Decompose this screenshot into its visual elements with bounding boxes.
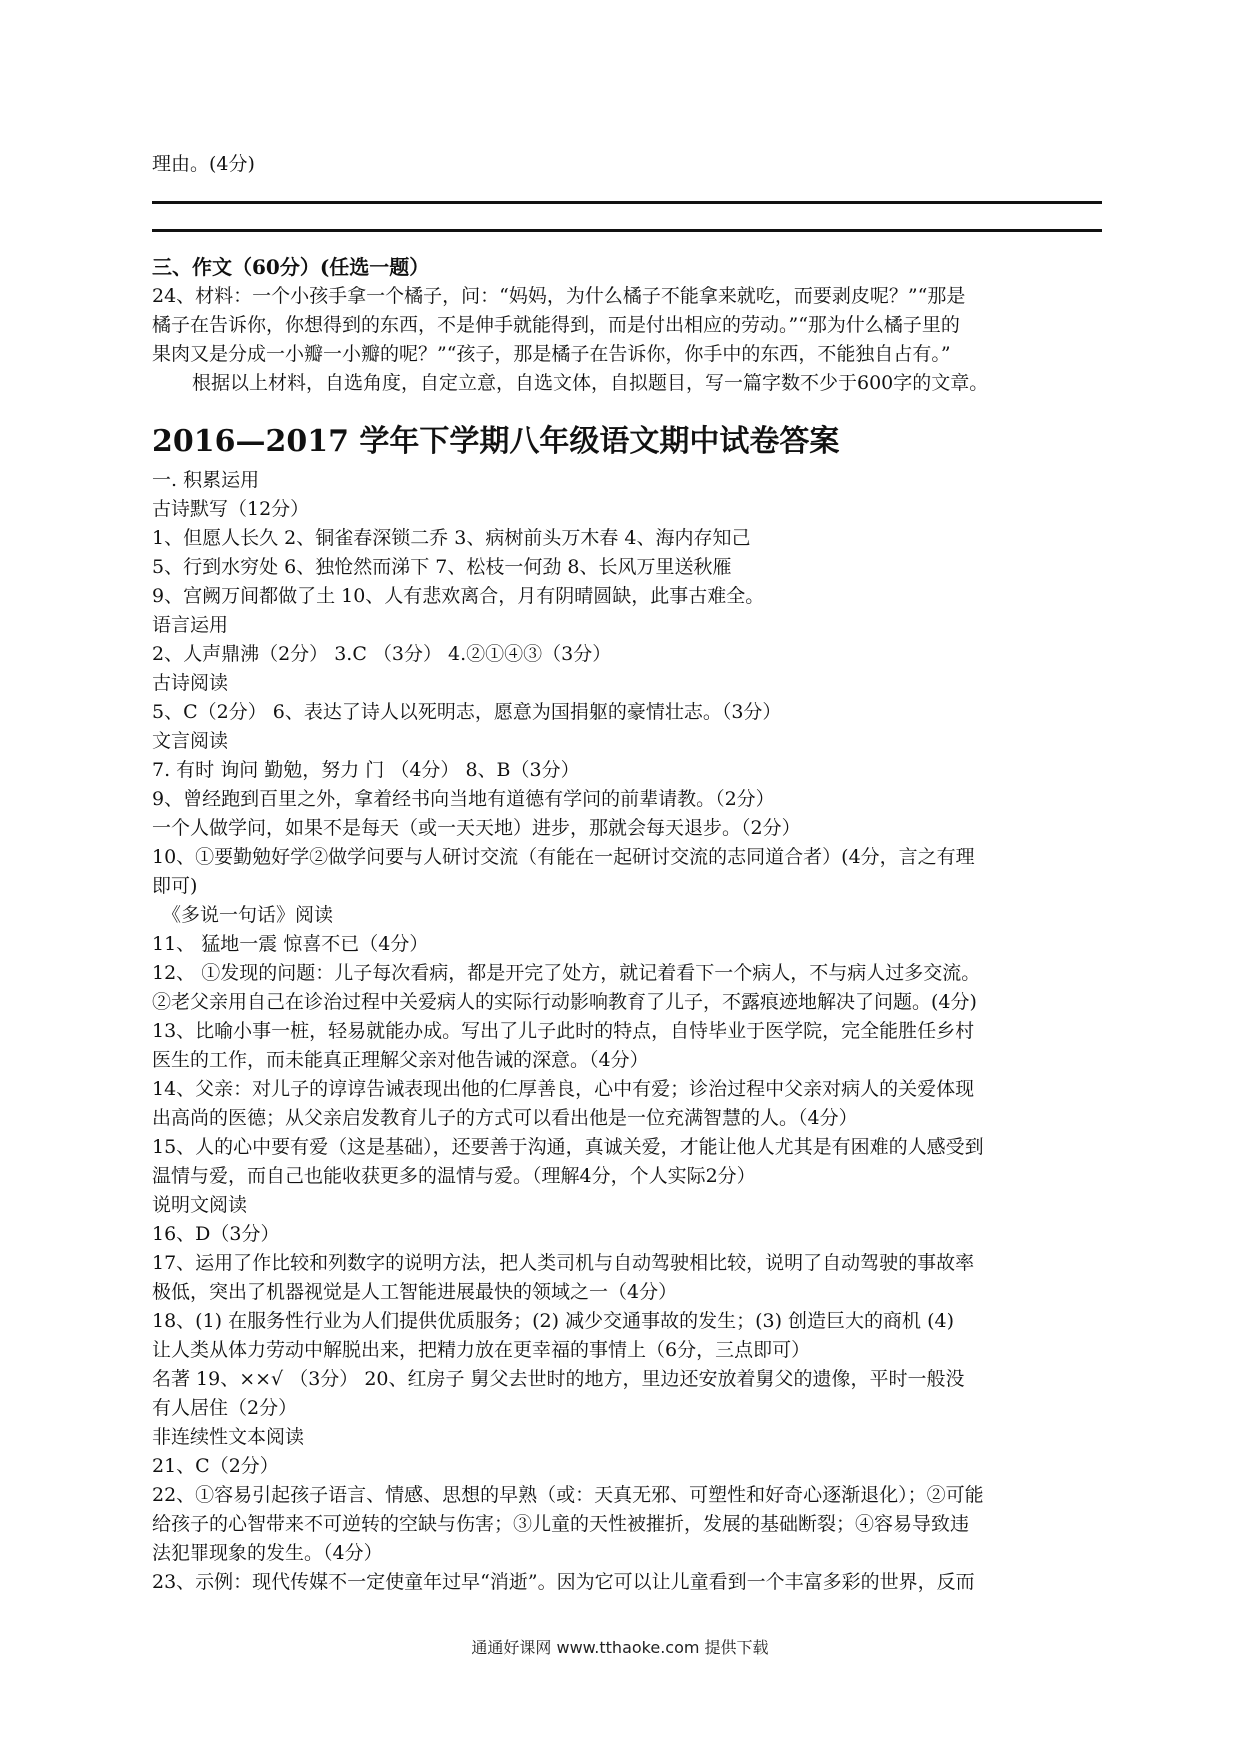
- answer-line: 语言运用: [152, 614, 229, 636]
- answer-line: 17、运用了作比较和列数字的说明方法，把人类司机与自动驾驶相比较，说明了自动驾驶的事故率: [152, 1252, 975, 1274]
- answer-line: 文言阅读: [152, 730, 229, 752]
- spacer: [152, 204, 1102, 229]
- answer-line: 让人类从体力劳动中解脱出来，把精力放在更幸福的事情上（6分，三点即可）: [152, 1339, 811, 1361]
- answer-line: 2、人声鼎沸（2分） 3.C （3分） 4.②①④③（3分）: [152, 643, 612, 665]
- q24-line-4: 根据以上材料，自选角度，自定立意，自选文体，自拟题目，写一篇字数不少于600字的文章。: [192, 372, 989, 394]
- answer-line: 有人居住（2分）: [152, 1397, 298, 1419]
- answer-key: [152, 466, 1102, 1597]
- answer-line: 古诗阅读: [152, 672, 229, 694]
- answer-line: 14、父亲：对儿子的谆谆告诫表现出他的仁厚善良，心中有爱；诊治过程中父亲对病人的关爱体现: [152, 1078, 975, 1100]
- answer-line: 5、C（2分） 6、表达了诗人以死明志，愿意为国捐躯的豪情壮志。（3分）: [152, 701, 782, 723]
- section-title-composition: 三、作文（60分）(任选一题）: [152, 255, 430, 279]
- answer-line: 11、 猛地一震 惊喜不已（4分）: [152, 933, 429, 955]
- answer-line: ②老父亲用自己在诊治过程中关爱病人的实际行动影响教育了儿子，不露痕迹地解决了问题。(4分): [152, 991, 977, 1013]
- answer-line: 说明文阅读: [152, 1194, 248, 1216]
- answer-line: 9、曾经跑到百里之外，拿着经书向当地有道德有学问的前辈请教。（2分）: [152, 788, 775, 810]
- answer-line: 法犯罪现象的发生。（4分）: [152, 1542, 383, 1564]
- answer-line: 给孩子的心智带来不可逆转的空缺与伤害；③儿童的天性被摧折，发展的基础断裂；④容易导致违: [152, 1513, 970, 1535]
- answer-line: 《多说一句话》阅读: [162, 904, 334, 926]
- footer-credit: 通通好课网 www.tthaoke.com 提供下载: [471, 1638, 769, 1657]
- page-content: [152, 150, 1102, 1597]
- answer-line: 名著 19、××√ （3分） 20、红房子 舅父去世时的地方，里边还安放着舅父的遗像，平时一般没: [152, 1368, 965, 1390]
- answer-line: 极低，突出了机器视觉是人工智能进展最快的领域之一（4分）: [152, 1281, 678, 1303]
- answer-line: 一个人做学问，如果不是每天（或一天天地）进步，那就会每天退步。（2分）: [152, 817, 801, 839]
- question-continuation: 理由。(4分): [152, 153, 255, 175]
- q24-line-3: 果肉又是分成一小瓣一小瓣的呢？”“孩子，那是橘子在告诉你，你手中的东西，不能独自占有。”: [152, 343, 951, 365]
- answer-line: 出高尚的医德；从父亲启发教育儿子的方式可以看出他是一位充满智慧的人。（4分）: [152, 1107, 858, 1129]
- answer-line: 9、宫阙万间都做了土 10、人有悲欢离合，月有阴晴圆缺，此事古难全。: [152, 585, 765, 607]
- answer-line: 22、①容易引起孩子语言、情感、思想的早熟（或：天真无邪、可塑性和好奇心逐渐退化）；②可能: [152, 1484, 984, 1506]
- answer-line: 医生的工作，而未能真正理解父亲对他告诫的深意。（4分）: [152, 1049, 649, 1071]
- spacer: [152, 179, 1102, 201]
- q24-line-1: 24、材料：一个小孩手拿一个橘子，问：“妈妈，为什么橘子不能拿来就吃，而要剥皮呢？”“那是: [152, 285, 966, 307]
- q24-line-2: 橘子在告诉你，你想得到的东西，不是伸手就能得到，而是付出相应的劳动。”“那为什么橘子里的: [152, 314, 960, 336]
- answer-line: 一. 积累运用: [152, 469, 260, 491]
- answer-line: 5、行到水穷处 6、独怆然而涕下 7、松枝一何劲 8、长风万里送秋雁: [152, 556, 732, 578]
- answer-line: 即可): [152, 875, 198, 897]
- answer-line: 7. 有时 询问 勤勉，努力 门 （4分） 8、B（3分）: [152, 759, 580, 781]
- answer-line: 15、人的心中要有爱（这是基础），还要善于沟通，真诚关爱，才能让他人尤其是有困难的人感受到: [152, 1136, 984, 1158]
- answer-line: 23、示例：现代传媒不一定使童年过早“消逝”。因为它可以让儿童看到一个丰富多彩的世界，反而: [152, 1571, 975, 1593]
- answer-line: 古诗默写（12分）: [152, 498, 310, 520]
- answer-line: 10、①要勤勉好学②做学问要与人研讨交流（有能在一起研讨交流的志同道合者）(4分，言之有理: [152, 846, 975, 868]
- answer-line: 16、D（3分）: [152, 1223, 280, 1245]
- answer-line-2: [152, 229, 1102, 232]
- answers-title: 2016—2017 学年下学期八年级语文期中试卷答案: [152, 424, 840, 459]
- answer-line: 12、 ①发现的问题：儿子每次看病，都是开完了处方，就记着看下一个病人，不与病人过多交流。: [152, 962, 981, 984]
- answer-line: 21、C（2分）: [152, 1455, 279, 1477]
- answer-line: 1、但愿人长久 2、铜雀春深锁二乔 3、病树前头万木春 4、海内存知己: [152, 527, 751, 549]
- answer-line: 18、(1) 在服务性行业为人们提供优质服务；(2) 减少交通事故的发生；(3) 创造巨大的商机 (4): [152, 1310, 954, 1332]
- answer-line: 温情与爱，而自己也能收获更多的温情与爱。（理解4分，个人实际2分）: [152, 1165, 756, 1187]
- answer-line: 非连续性文本阅读: [152, 1426, 305, 1448]
- answer-line: 13、比喻小事一桩，轻易就能办成。写出了儿子此时的特点，自恃毕业于医学院，完全能胜任乡村: [152, 1020, 975, 1042]
